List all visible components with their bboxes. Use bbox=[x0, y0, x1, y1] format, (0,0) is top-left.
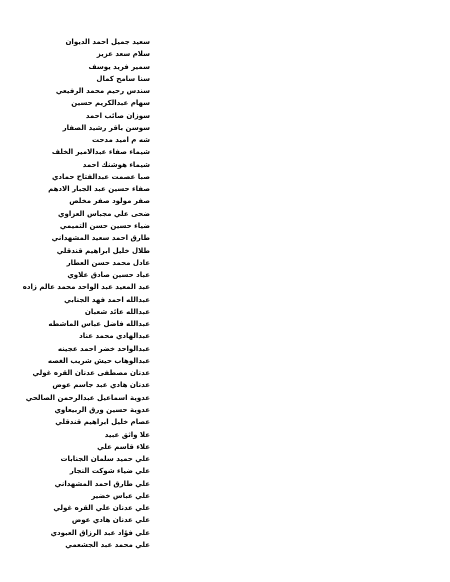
name-entry: عبدالهادي محمد عناد bbox=[79, 332, 150, 341]
name-entry: صبا عصمت عبدالفتاح حمادي bbox=[52, 172, 150, 181]
name-entry: عبد المعيد عبد الواحد محمد عالم زاده bbox=[22, 283, 150, 292]
name-entry: علي فؤاد عبد الرزاق العبودي bbox=[50, 528, 150, 537]
name-entry: علاء قاسم علي bbox=[97, 442, 150, 451]
name-entry: سندس رحيم محمد الرفيعي bbox=[55, 87, 150, 96]
name-entry: سعيد جميل احمد الديوان bbox=[65, 38, 150, 46]
name-entry: عباد حسين صادق علاوي bbox=[67, 271, 150, 280]
name-entry: شه م اميد مدحت bbox=[91, 136, 150, 145]
name-entry: علي عباس خضير bbox=[91, 491, 150, 500]
name-entry: عدوية اسماعيل عبدالرحمن الصالحي bbox=[25, 393, 150, 402]
name-entry: عدوية حسين ورق الربيعاوي bbox=[54, 405, 150, 414]
name-entry: سهام عبدالكريم حسين bbox=[71, 99, 150, 108]
name-entry: سوسن باقر رشيد الصفار bbox=[62, 123, 150, 132]
name-entry: علي محمد عبد الجشعمي bbox=[65, 540, 150, 549]
name-entry: شيماء هوشنك احمد bbox=[82, 160, 150, 169]
name-entry: عبدالله عائد شعبان bbox=[84, 307, 150, 316]
name-entry: علي طارق احمد المشهداني bbox=[54, 479, 150, 488]
name-entry: عصام خليل ابراهيم قندقلي bbox=[55, 418, 150, 427]
name-entry: سمير فريد يوسف bbox=[88, 62, 150, 71]
name-entry: عبدالله فاضل عباس الماشطه bbox=[48, 320, 150, 329]
name-entry: عبدالوهاب حيش شريب الغصه bbox=[47, 356, 150, 365]
name-entry: شيماء صفاء عبدالامير الخلف bbox=[51, 148, 150, 157]
name-entry: طارق احمد سعيد المشهداني bbox=[51, 234, 150, 243]
name-entry: عبدالواحد خضر احمد عجينه bbox=[57, 344, 150, 353]
name-entry: سلام سعد عزيز bbox=[96, 50, 150, 59]
name-entry: سوزان صائب احمد bbox=[85, 111, 150, 120]
name-entry: ضحى علي مجباس العزاوي bbox=[58, 209, 150, 218]
names-list bbox=[23, 36, 150, 551]
name-entry: عادل محمد حسن العطار bbox=[66, 258, 150, 267]
name-entry: سنا سامح كمال bbox=[96, 74, 150, 83]
name-entry: علي عدنان علي القره غولي bbox=[53, 504, 150, 513]
name-entry: صفر مولود صفر مخلص bbox=[69, 197, 150, 206]
name-entry: ضياء حسين حسن التميمي bbox=[59, 221, 150, 230]
name-entry: علا واثق عبيد bbox=[104, 430, 150, 439]
name-entry: عدنان مصطفى عدنان القره غولي bbox=[32, 369, 150, 378]
name-entry: علي عدنان هادي عوض bbox=[71, 516, 150, 525]
name-entry: علي حميد سلمان الجنابات bbox=[60, 455, 150, 464]
name-entry: عبدالله احمد فهد الجنابي bbox=[64, 295, 150, 304]
name-entry: عدنان هادي عبد جاسم عوض bbox=[52, 381, 150, 390]
name-entry: طلال خليل ابراهيم قندقلي bbox=[56, 246, 150, 255]
name-entry: علي ضياء شوكت النجار bbox=[69, 467, 150, 476]
name-entry: صفاء حسين عبد الجبار الادهم bbox=[48, 185, 150, 194]
